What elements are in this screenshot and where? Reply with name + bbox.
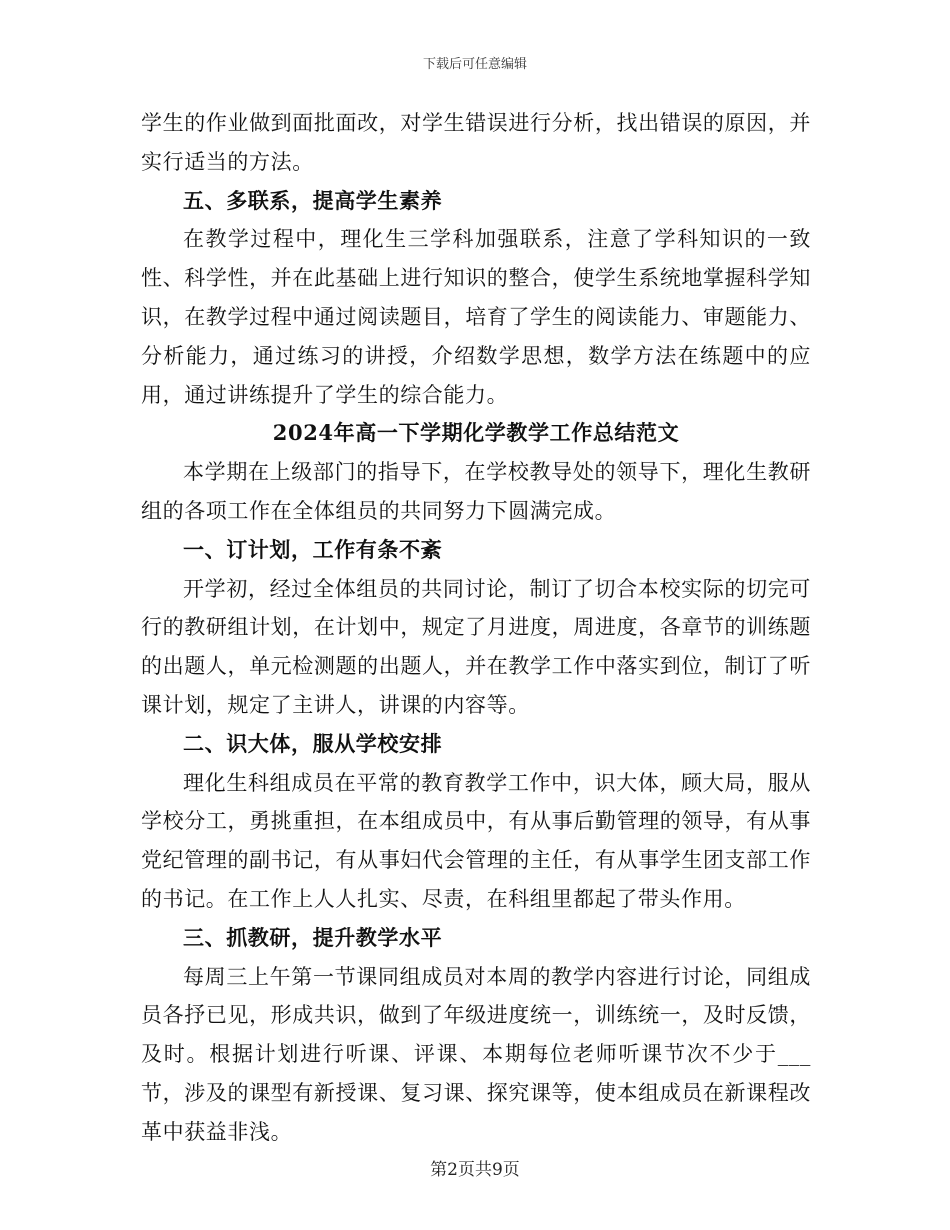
paragraph-section-two: 理化生科组成员在平常的教育教学工作中，识大体，顾大局，服从学校分工，勇挑重担，在本组成员中，有从事后勤管理的领导，有从事党纪管理的副书记，有从事妇代会管理的主任，有从事学生团支部工作的书记。在工作上人人扎实、尽责，在科组里都起了带头作用。 (141, 770, 811, 911)
section-heading-three: 三、抓教研，提升教学水平 (183, 924, 443, 950)
page-footer: 第2页共9页 (430, 1160, 520, 1180)
paragraph-continuation: 学生的作业做到面批面改，对学生错误进行分析，找出错误的原因，并实行适当的方法。 (141, 111, 811, 174)
document-body (141, 104, 811, 1152)
page-header: 下载后可任意编辑 (422, 57, 527, 72)
document-title: 2024年高一下学期化学教学工作总结范文 (272, 420, 680, 446)
section-heading-two: 二、识大体，服从学校安排 (183, 730, 443, 756)
section-heading-one: 一、订计划，工作有条不紊 (183, 536, 443, 562)
section-heading-five: 五、多联系，提高学生素养 (183, 187, 443, 213)
paragraph-section-five: 在教学过程中，理化生三学科加强联系，注意了学科知识的一致性、科学性，并在此基础上进行知识的整合，使学生系统地掌握科学知识，在教学过程中通过阅读题目，培育了学生的阅读能力、审题能力、分析能力，通过练习的讲授，介绍数学思想，数学方法在练题中的应用，通过讲练提升了学生的综合能力。 (141, 227, 811, 407)
paragraph-intro: 本学期在上级部门的指导下，在学校教导处的领导下，理化生教研组的各项工作在全体组员的共同努力下圆满完成。 (141, 460, 811, 523)
paragraph-section-one: 开学初，经过全体组员的共同讨论，制订了切合本校实际的切完可行的教研组计划，在计划中，规定了月进度，周进度，各章节的训练题的出题人，单元检测题的出题人，并在教学工作中落实到位，制订了听课计划，规定了主讲人，讲课的内容等。 (141, 576, 811, 717)
paragraph-section-three: 每周三上午第一节课同组成员对本周的教学内容进行讨论，同组成员各抒已见，形成共识，做到了年级进度统一，训练统一，及时反馈，及时。根据计划进行听课、评课、本期每位老师听课节次不少于___节，涉及的课型有新授课、复习课、探究课等，使本组成员在新课程改革中获益非浅。 (141, 964, 811, 1144)
